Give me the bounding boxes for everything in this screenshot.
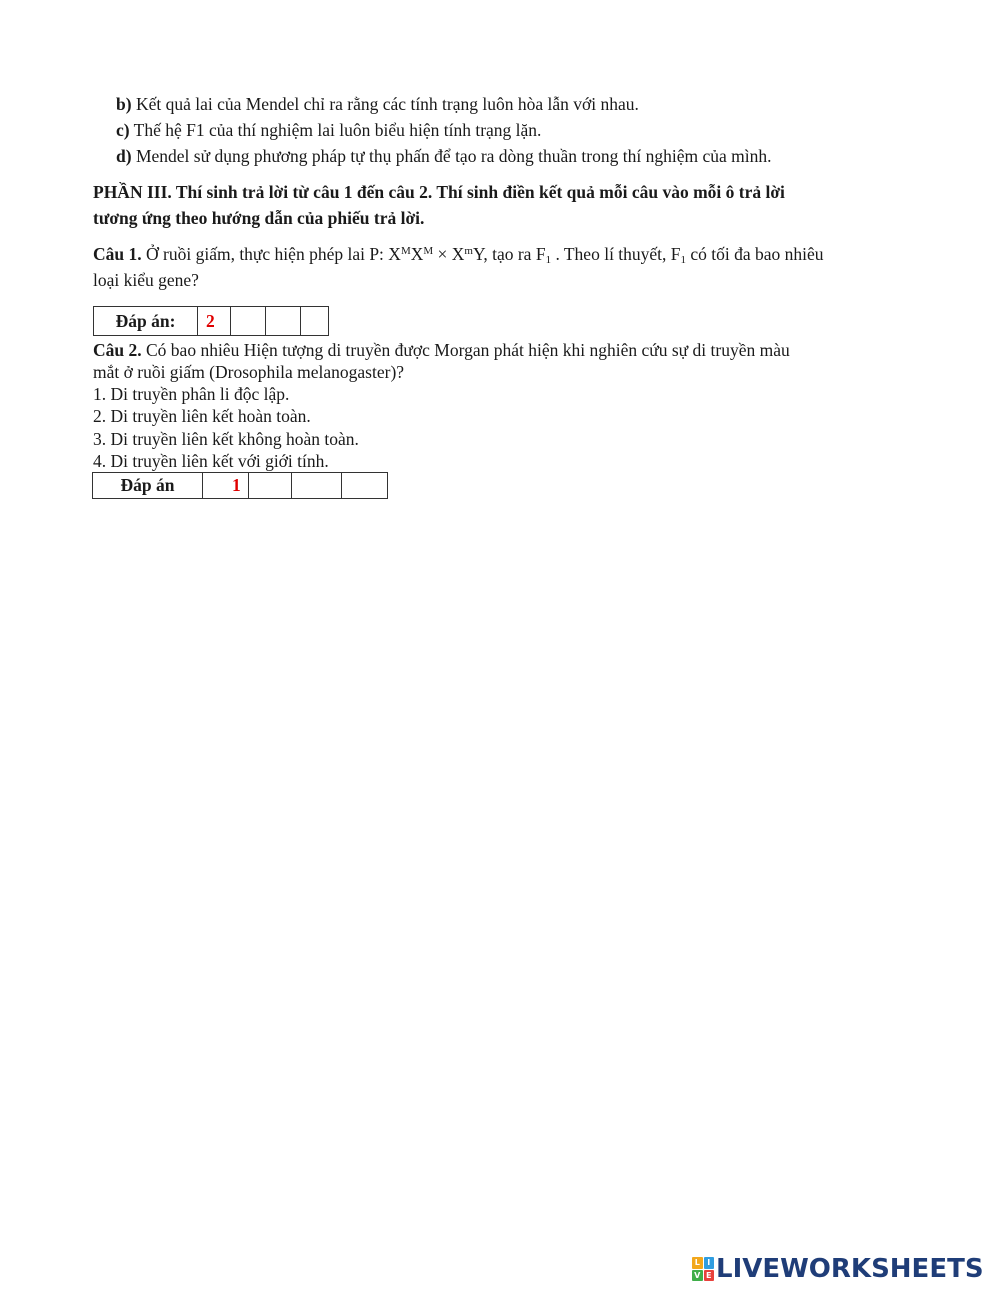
answer-box-1-4[interactable] bbox=[301, 307, 329, 336]
answer-table-2 bbox=[92, 472, 388, 499]
option-1: 1. Di truyền phân li độc lập. bbox=[93, 384, 290, 404]
logo-mark-l: L bbox=[692, 1257, 703, 1269]
statement-d bbox=[116, 145, 771, 167]
answer-box-2-2[interactable] bbox=[249, 473, 292, 499]
statement-b bbox=[116, 93, 639, 115]
answer-label-2: Đáp án bbox=[93, 473, 203, 499]
question-1-label: Câu 1. bbox=[93, 244, 142, 264]
answer-box-2-4[interactable] bbox=[342, 473, 388, 499]
liveworksheets-logo bbox=[692, 1253, 984, 1285]
statement-b-label: b) bbox=[116, 94, 132, 114]
statement-c-text: Thế hệ F1 của thí nghiệm lai luôn biểu hiện tính trạng lặn. bbox=[129, 120, 542, 140]
q1-text: Ở ruồi giấm, thực hiện phép lai P: X bbox=[141, 244, 401, 264]
logo-mark-icon bbox=[692, 1257, 714, 1281]
answer-box-1-1[interactable]: 2 bbox=[198, 307, 231, 336]
q1-text: có tối đa bao nhiêu bbox=[686, 244, 824, 264]
q1-text: X bbox=[410, 244, 424, 264]
question-1 bbox=[93, 243, 824, 265]
question-1-line2: loại kiểu gene? bbox=[93, 270, 199, 290]
q1-text: × X bbox=[433, 244, 465, 264]
option-3: 3. Di truyền liên kết không hoàn toàn. bbox=[93, 429, 359, 449]
question-2-label: Câu 2. bbox=[93, 340, 142, 360]
part3-heading-line2: tương ứng theo hướng dẫn của phiếu trả lời. bbox=[93, 208, 425, 228]
statement-c-label: c) bbox=[116, 120, 130, 140]
statement-d-label: d) bbox=[116, 146, 132, 166]
q1-sup: M bbox=[423, 245, 434, 257]
answer-box-2-1[interactable]: 1 bbox=[203, 473, 249, 499]
logo-mark-e: E bbox=[704, 1270, 715, 1282]
part3-heading-line1: PHẦN III. Thí sinh trả lời từ câu 1 đến câu 2. Thí sinh điền kết quả mỗi câu vào mỗi ô trả lời bbox=[93, 182, 785, 202]
question-2-text: Có bao nhiêu Hiện tượng di truyền được Morgan phát hiện khi nghiên cứu sự di truyền màu bbox=[141, 340, 790, 360]
logo-mark-v: V bbox=[692, 1270, 703, 1282]
option-2: 2. Di truyền liên kết hoàn toàn. bbox=[93, 406, 311, 426]
answer-box-1-2[interactable] bbox=[231, 307, 266, 336]
q1-sup: M bbox=[400, 245, 411, 257]
q1-sub: 1 bbox=[680, 254, 687, 266]
answer-box-1-3[interactable] bbox=[266, 307, 301, 336]
q1-sub: 1 bbox=[545, 254, 552, 266]
logo-mark-i: I bbox=[704, 1257, 715, 1269]
q1-sup: m bbox=[464, 245, 473, 257]
question-2-line2: mắt ở ruồi giấm (Drosophila melanogaster)? bbox=[93, 362, 405, 382]
answer-label-1: Đáp án: bbox=[94, 307, 198, 336]
statement-c bbox=[116, 119, 541, 141]
logo-text: LIVEWORKSHEETS bbox=[716, 1254, 984, 1284]
q1-text: Y, tạo ra F bbox=[472, 244, 546, 264]
statement-d-text: Mendel sử dụng phương pháp tự thụ phấn để tạo ra dòng thuần trong thí nghiệm của mình. bbox=[131, 146, 772, 166]
answer-table-1 bbox=[93, 306, 329, 336]
statement-b-text: Kết quả lai của Mendel chỉ ra rằng các tính trạng luôn hòa lẫn với nhau. bbox=[131, 94, 639, 114]
option-4: 4. Di truyền liên kết với giới tính. bbox=[93, 451, 329, 471]
answer-box-2-3[interactable] bbox=[292, 473, 342, 499]
question-2 bbox=[93, 339, 790, 361]
q1-text: . Theo lí thuyết, F bbox=[551, 244, 681, 264]
